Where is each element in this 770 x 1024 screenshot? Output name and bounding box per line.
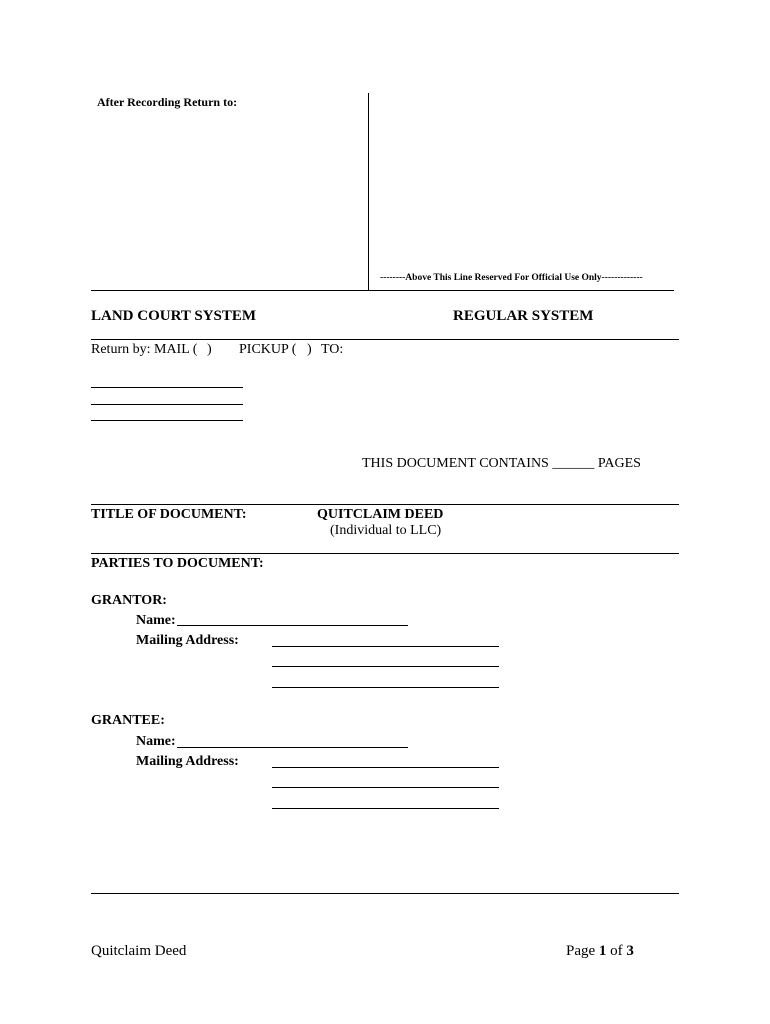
grantor-address-line-1[interactable] (272, 646, 499, 647)
page-prefix: Page (566, 943, 596, 959)
document-title: QUITCLAIM DEED (317, 507, 444, 522)
return-to-colon: TO: (321, 342, 344, 357)
grantor-name-label: Name: (136, 613, 176, 628)
grantee-address-line-3[interactable] (272, 808, 499, 809)
return-address-line-2[interactable] (91, 404, 243, 405)
footer-document-name: Quitclaim Deed (91, 943, 187, 959)
page-of: of (610, 943, 623, 959)
grantor-address-line-2[interactable] (272, 666, 499, 667)
footer-divider (91, 893, 679, 894)
systems-divider (91, 339, 679, 340)
parties-divider (91, 553, 679, 554)
parties-label: PARTIES TO DOCUMENT: (91, 556, 264, 571)
pickup-checkbox-close[interactable]: ) (307, 342, 312, 357)
page-current: 1 (598, 943, 607, 959)
grantee-mailing-address-label: Mailing Address: (136, 754, 239, 769)
grantor-heading: GRANTOR: (91, 593, 167, 608)
grantor-name-field[interactable] (177, 625, 408, 626)
title-of-document-label: TITLE OF DOCUMENT: (91, 507, 247, 522)
footer-page-number (566, 943, 634, 960)
page-count-statement: THIS DOCUMENT CONTAINS ______ PAGES (362, 456, 641, 471)
reserved-line (91, 290, 674, 291)
grantee-heading: GRANTEE: (91, 713, 165, 728)
return-address-line-3[interactable] (91, 420, 243, 421)
grantee-address-line-1[interactable] (272, 767, 499, 768)
grantor-address-line-3[interactable] (272, 687, 499, 688)
pickup-label: PICKUP ( (239, 342, 297, 357)
return-to-label: After Recording Return to: (97, 95, 238, 109)
grantee-name-label: Name: (136, 734, 176, 749)
return-address-line-1[interactable] (91, 387, 243, 388)
document-subtitle: (Individual to LLC) (330, 523, 442, 538)
page-total: 3 (626, 943, 634, 959)
grantor-mailing-address-label: Mailing Address: (136, 633, 239, 648)
mail-checkbox-close[interactable]: ) (207, 342, 212, 357)
title-top-divider (91, 504, 679, 505)
land-court-system-label: LAND COURT SYSTEM (91, 308, 257, 324)
grantee-name-field[interactable] (177, 747, 408, 748)
reserved-note: --------Above This Line Reserved For Official Use Only------------- (380, 273, 643, 283)
return-by-label: Return by: MAIL ( (91, 342, 198, 357)
grantee-address-line-2[interactable] (272, 787, 499, 788)
recording-box-divider (368, 93, 369, 290)
regular-system-label: REGULAR SYSTEM (453, 308, 594, 324)
